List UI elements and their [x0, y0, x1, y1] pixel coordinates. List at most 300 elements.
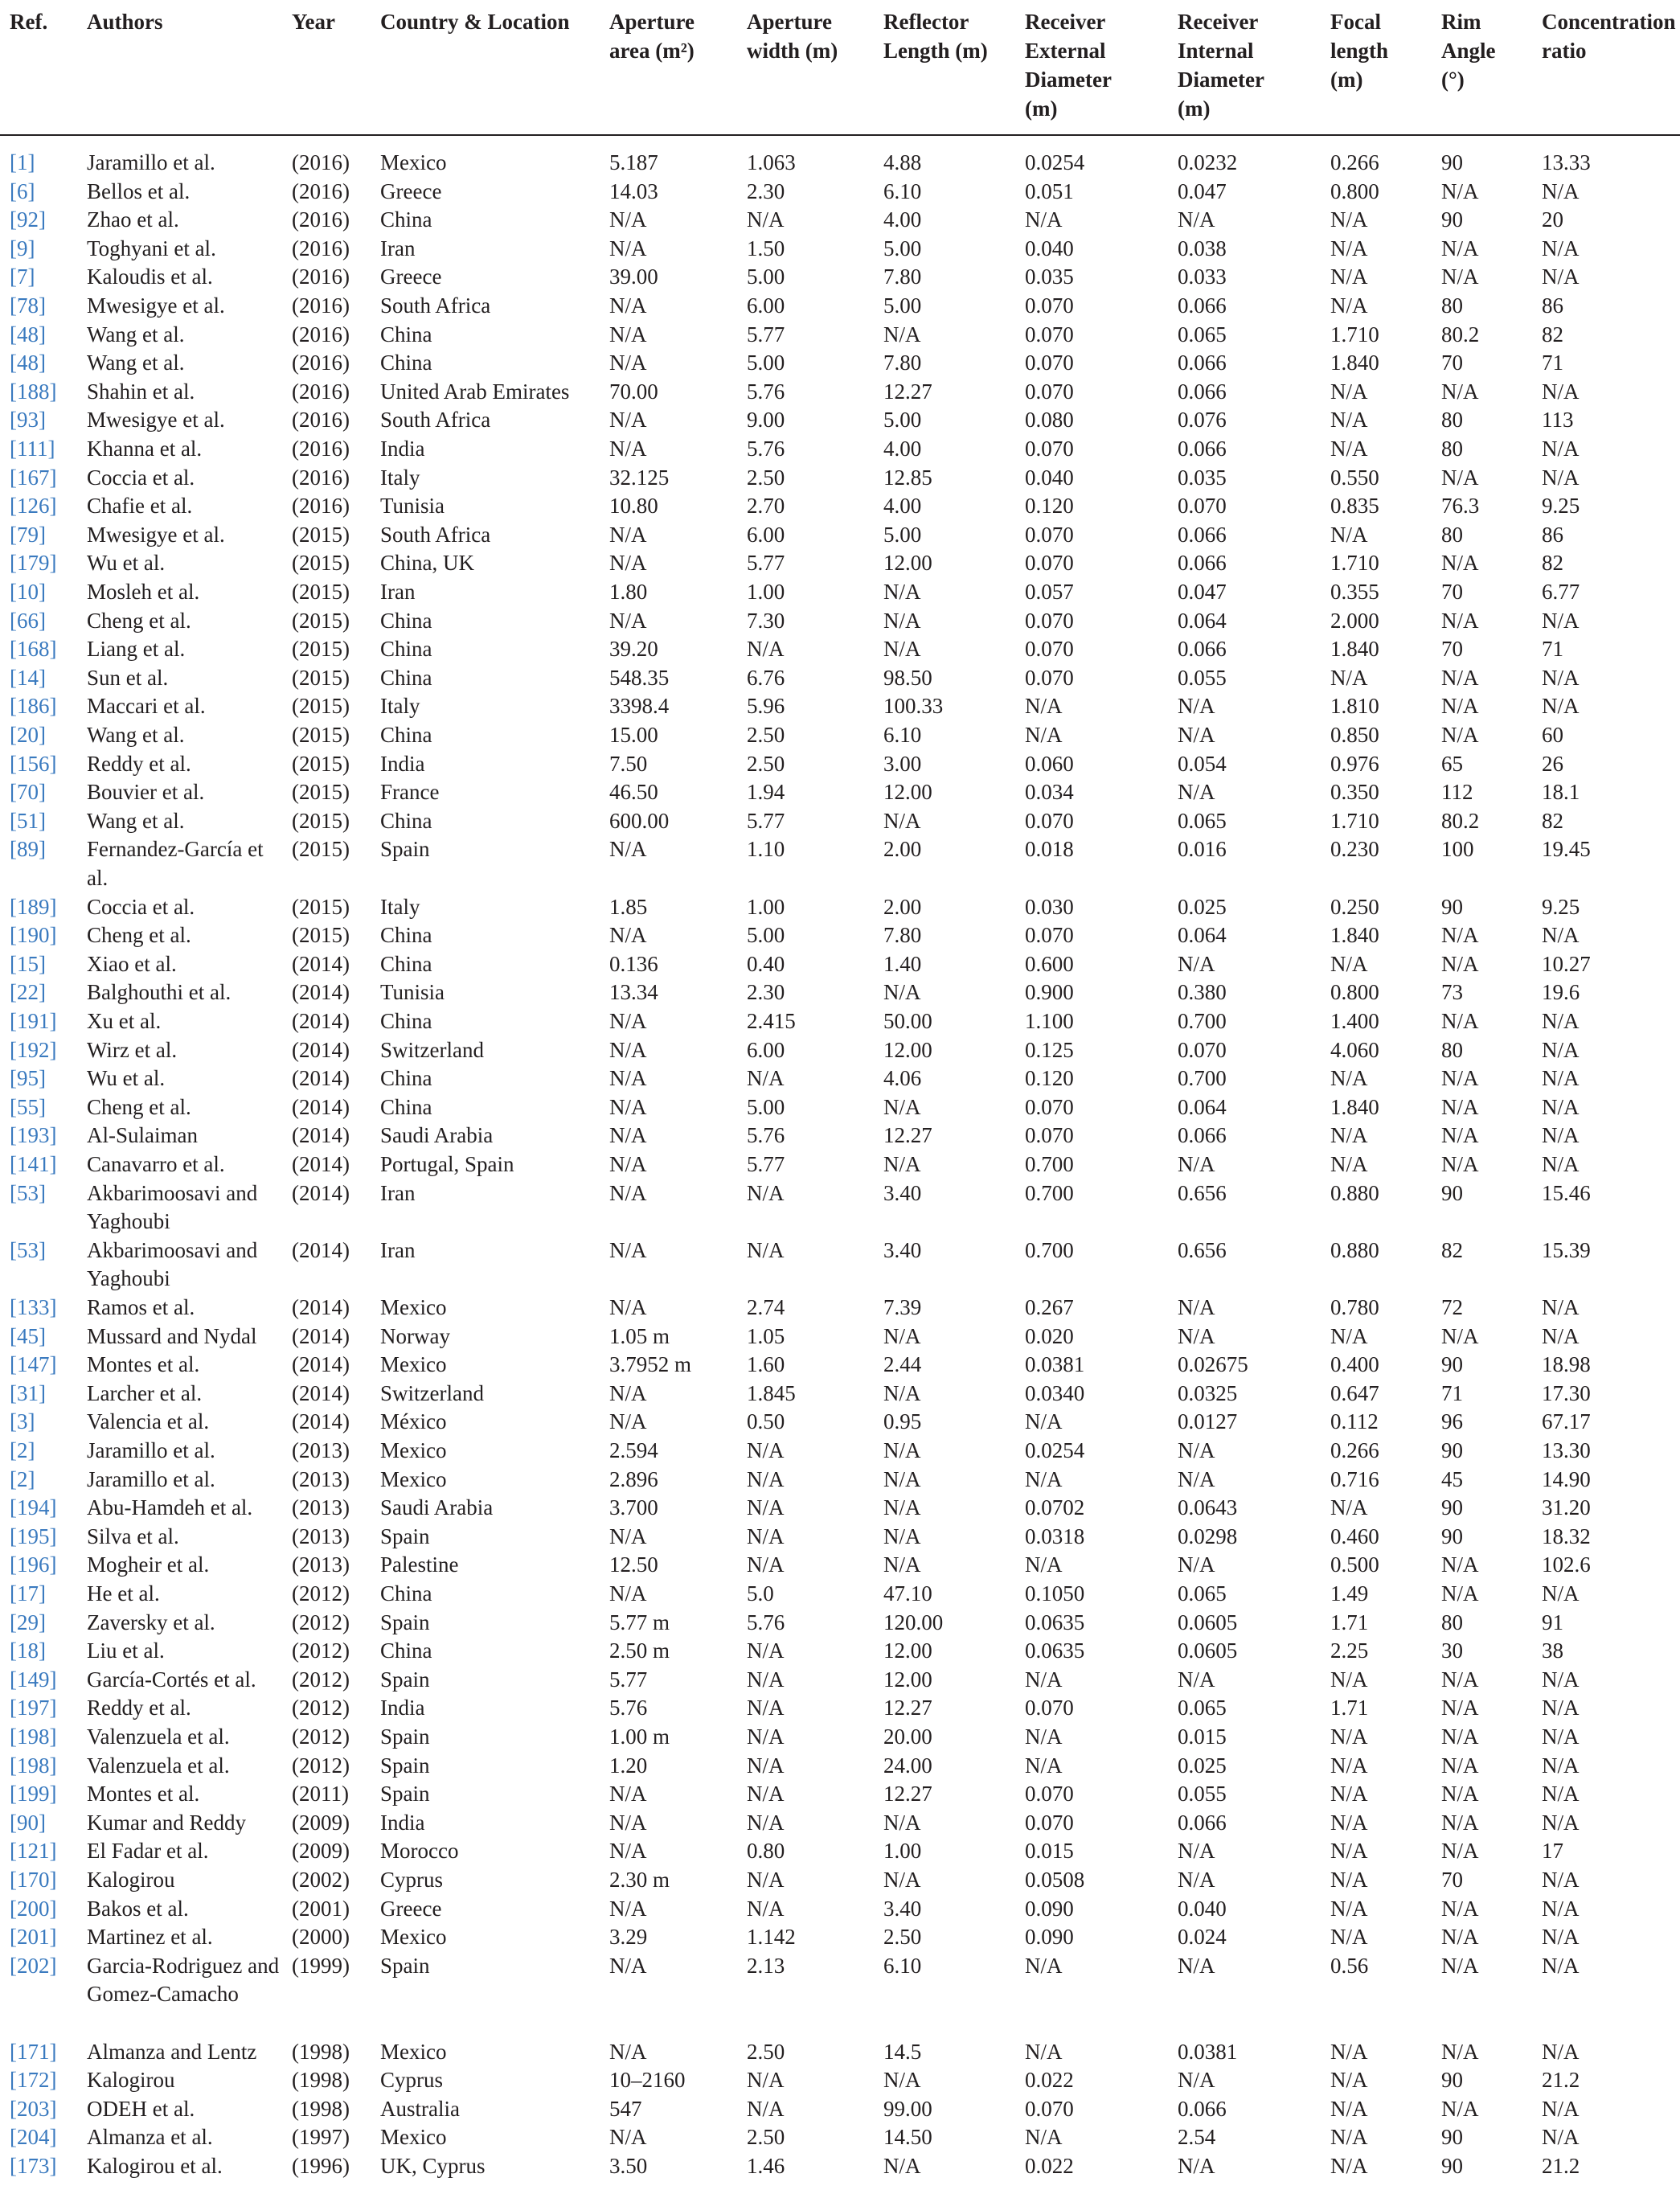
- cell-reflector-length: N/A: [883, 1380, 921, 1405]
- cell-reflector-length: N/A: [883, 1524, 921, 1548]
- cell-year: (1996): [292, 2154, 350, 2178]
- reference-link[interactable]: [197]: [10, 1696, 57, 1720]
- reference-link[interactable]: [196]: [10, 1552, 57, 1577]
- cell-receiver-external-diameter: 0.070: [1025, 1123, 1074, 1148]
- cell-concentration-ratio: N/A: [1542, 236, 1580, 260]
- cell-rim-angle: 82: [1441, 1237, 1463, 1262]
- cell-reflector-length: 3.40: [883, 1237, 922, 1262]
- cell-country: China: [380, 608, 432, 633]
- reference-link[interactable]: [195]: [10, 1524, 57, 1548]
- reference-link[interactable]: [20]: [10, 723, 46, 747]
- cell-receiver-internal-diameter: 0.065: [1178, 1696, 1227, 1720]
- cell-reflector-length: 6.10: [883, 178, 922, 203]
- cell-rim-angle: N/A: [1441, 665, 1479, 690]
- reference-link[interactable]: [149]: [10, 1667, 57, 1692]
- reference-link[interactable]: [179]: [10, 551, 57, 576]
- cell-aperture-width: 1.10: [747, 837, 785, 862]
- cell-authors: Jaramillo et al.: [87, 150, 215, 174]
- reference-link[interactable]: [92]: [10, 207, 46, 232]
- cell-country: China: [380, 808, 432, 833]
- cell-aperture-area: 2.30 m: [609, 1868, 670, 1892]
- header-rule: [0, 134, 1680, 136]
- cell-receiver-internal-diameter: 0.065: [1178, 1581, 1227, 1606]
- cell-receiver-internal-diameter: 0.066: [1178, 637, 1227, 662]
- cell-aperture-area: 1.85: [609, 894, 648, 919]
- cell-year: (2014): [292, 1123, 350, 1148]
- cell-receiver-external-diameter: 0.022: [1025, 2154, 1074, 2178]
- reference-link[interactable]: [189]: [10, 894, 57, 919]
- reference-link[interactable]: [121]: [10, 1839, 57, 1864]
- cell-receiver-internal-diameter: N/A: [1178, 207, 1215, 232]
- table-row: [0, 2066, 1680, 2095]
- cell-rim-angle: N/A: [1441, 265, 1479, 289]
- reference-link[interactable]: [111]: [10, 437, 55, 461]
- cell-country: Palestine: [380, 1552, 459, 1577]
- cell-country: Spain: [380, 837, 430, 862]
- cell-rim-angle: N/A: [1441, 465, 1479, 490]
- cell-year: (2016): [292, 437, 350, 461]
- cell-focal-length: 4.060: [1330, 1037, 1379, 1062]
- cell-concentration-ratio: N/A: [1542, 178, 1580, 203]
- cell-aperture-area: 3.50: [609, 2154, 648, 2178]
- cell-country: United Arab Emirates: [380, 379, 570, 404]
- cell-aperture-width: 0.50: [747, 1409, 785, 1434]
- cell-reflector-length: 3.40: [883, 1896, 922, 1921]
- cell-country: India: [380, 1696, 425, 1720]
- cell-country: Saudi Arabia: [380, 1123, 494, 1148]
- cell-year: (2016): [292, 207, 350, 232]
- cell-focal-length: N/A: [1330, 1066, 1368, 1091]
- cell-aperture-width: 9.00: [747, 408, 785, 433]
- cell-receiver-external-diameter: 0.0254: [1025, 150, 1085, 174]
- cell-receiver-internal-diameter: 0.040: [1178, 1896, 1227, 1921]
- cell-aperture-area: N/A: [609, 1180, 647, 1205]
- cell-authors: Wirz et al.: [87, 1037, 178, 1062]
- reference-link[interactable]: [7]: [10, 265, 35, 289]
- cell-country: China: [380, 723, 432, 747]
- cell-receiver-external-diameter: 0.070: [1025, 551, 1074, 576]
- cell-country: Spain: [380, 1610, 430, 1634]
- cell-reflector-length: N/A: [883, 1810, 921, 1835]
- cell-country: Mexico: [380, 1438, 447, 1462]
- reference-link[interactable]: [89]: [10, 837, 46, 862]
- cell-focal-length: N/A: [1330, 1782, 1368, 1807]
- cell-receiver-external-diameter: N/A: [1025, 207, 1063, 232]
- cell-focal-length: 0.112: [1330, 1409, 1379, 1434]
- cell-country: Italy: [380, 894, 420, 919]
- cell-receiver-internal-diameter: 0.070: [1178, 494, 1227, 519]
- reference-link[interactable]: [173]: [10, 2154, 57, 2178]
- cell-reflector-length: 2.00: [883, 894, 922, 919]
- cell-focal-length: N/A: [1330, 1753, 1368, 1778]
- table-row: [0, 1093, 1680, 1122]
- reference-link[interactable]: [156]: [10, 751, 57, 776]
- cell-aperture-area: 600.00: [609, 808, 670, 833]
- reference-link[interactable]: [2]: [10, 1438, 35, 1462]
- cell-reflector-length: 5.00: [883, 522, 922, 547]
- cell-concentration-ratio: 38: [1542, 1638, 1563, 1663]
- reference-link[interactable]: [9]: [10, 236, 35, 260]
- cell-country: China: [380, 637, 432, 662]
- cell-focal-length: N/A: [1330, 265, 1368, 289]
- cell-authors: Coccia et al.: [87, 894, 195, 919]
- cell-concentration-ratio: 86: [1542, 293, 1563, 318]
- cell-focal-length: 0.550: [1330, 465, 1379, 490]
- reference-link[interactable]: [29]: [10, 1610, 46, 1634]
- cell-receiver-external-diameter: 0.090: [1025, 1925, 1074, 1950]
- cell-focal-length: 0.266: [1330, 150, 1379, 174]
- cell-concentration-ratio: N/A: [1542, 437, 1580, 461]
- cell-reflector-length: 12.00: [883, 1037, 932, 1062]
- cell-reflector-length: 4.00: [883, 207, 922, 232]
- reference-link[interactable]: [1]: [10, 150, 35, 174]
- cell-country: Mexico: [380, 2039, 447, 2064]
- reference-link[interactable]: [172]: [10, 2068, 57, 2093]
- cell-focal-length: 1.400: [1330, 1009, 1379, 1033]
- cell-authors: Bellos et al.: [87, 178, 191, 203]
- table-header: [0, 0, 1680, 137]
- cell-authors: Wang et al.: [87, 351, 185, 375]
- cell-rim-angle: N/A: [1441, 2039, 1479, 2064]
- reference-link[interactable]: [168]: [10, 637, 57, 662]
- cell-rim-angle: 96: [1441, 1409, 1463, 1434]
- cell-receiver-external-diameter: 0.034: [1025, 780, 1074, 805]
- cell-reflector-length: 7.39: [883, 1295, 922, 1319]
- cell-aperture-width: N/A: [747, 1237, 785, 1262]
- reference-link[interactable]: [198]: [10, 1753, 57, 1778]
- cell-focal-length: 1.710: [1330, 551, 1379, 576]
- reference-link[interactable]: [198]: [10, 1725, 57, 1749]
- cell-authors: Wu et al.: [87, 1066, 166, 1091]
- table-row: [0, 1437, 1680, 1466]
- reference-link[interactable]: [31]: [10, 1380, 46, 1405]
- reference-link[interactable]: [190]: [10, 923, 57, 948]
- reference-link[interactable]: [199]: [10, 1782, 57, 1807]
- cell-aperture-width: 5.77: [747, 551, 785, 576]
- cell-receiver-internal-diameter: N/A: [1178, 1839, 1215, 1864]
- table-row: [0, 1523, 1680, 1552]
- reference-link[interactable]: [17]: [10, 1581, 46, 1606]
- cell-aperture-area: N/A: [609, 1953, 647, 1978]
- cell-aperture-area: N/A: [609, 1409, 647, 1434]
- reference-link[interactable]: [192]: [10, 1037, 57, 1062]
- cell-authors: Kalogirou: [87, 2068, 175, 2093]
- reference-link[interactable]: [6]: [10, 178, 35, 203]
- cell-year: (1998): [292, 2096, 350, 2121]
- cell-concentration-ratio: 67.17: [1542, 1409, 1591, 1434]
- cell-concentration-ratio: N/A: [1542, 1753, 1580, 1778]
- cell-focal-length: N/A: [1330, 2096, 1368, 2121]
- cell-aperture-area: N/A: [609, 2125, 647, 2150]
- table-row: [0, 635, 1680, 664]
- cell-receiver-internal-diameter: 0.047: [1178, 178, 1227, 203]
- reference-link[interactable]: [22]: [10, 980, 46, 1005]
- cell-country: Spain: [380, 1667, 430, 1692]
- table-row: [0, 1294, 1680, 1323]
- cell-reflector-length: 0.95: [883, 1409, 922, 1434]
- reference-link[interactable]: [141]: [10, 1152, 57, 1176]
- cell-authors: Reddy et al.: [87, 1696, 191, 1720]
- cell-rim-angle: 90: [1441, 1352, 1463, 1377]
- cell-authors: El Fadar et al.: [87, 1839, 209, 1864]
- reference-link[interactable]: [133]: [10, 1295, 57, 1319]
- cell-year: (2016): [292, 236, 350, 260]
- cell-reflector-length: 7.80: [883, 265, 922, 289]
- cell-year: (2016): [292, 150, 350, 174]
- cell-concentration-ratio: 21.2: [1542, 2068, 1580, 2093]
- table-row: [0, 1923, 1680, 1952]
- cell-rim-angle: 80: [1441, 1037, 1463, 1062]
- table-row: [0, 978, 1680, 1007]
- cell-aperture-area: N/A: [609, 437, 647, 461]
- cell-receiver-internal-diameter: N/A: [1178, 1667, 1215, 1692]
- cell-focal-length: 1.49: [1330, 1581, 1369, 1606]
- cell-concentration-ratio: 10.27: [1542, 951, 1591, 976]
- cell-reflector-length: N/A: [883, 1552, 921, 1577]
- cell-aperture-area: N/A: [609, 837, 647, 862]
- cell-country: China: [380, 1638, 432, 1663]
- cell-authors: Xiao et al.: [87, 951, 177, 976]
- cell-rim-angle: N/A: [1441, 694, 1479, 719]
- cell-receiver-internal-diameter: 0.066: [1178, 1123, 1227, 1148]
- reference-link[interactable]: [194]: [10, 1495, 57, 1520]
- reference-link[interactable]: [3]: [10, 1409, 35, 1434]
- cell-aperture-area: 15.00: [609, 723, 658, 747]
- cell-concentration-ratio: N/A: [1542, 1094, 1580, 1119]
- cell-aperture-width: N/A: [747, 1066, 785, 1091]
- reference-link[interactable]: [93]: [10, 408, 46, 433]
- cell-year: (1999): [292, 1953, 350, 1978]
- cell-focal-length: 2.25: [1330, 1638, 1369, 1663]
- reference-link[interactable]: [2]: [10, 1466, 35, 1491]
- cell-focal-length: N/A: [1330, 951, 1368, 976]
- cell-authors: Wang et al.: [87, 322, 185, 347]
- table-row: [0, 893, 1680, 922]
- cell-year: (2016): [292, 265, 350, 289]
- cell-receiver-external-diameter: N/A: [1025, 1953, 1063, 1978]
- reference-link[interactable]: [191]: [10, 1009, 57, 1033]
- cell-receiver-external-diameter: 0.070: [1025, 1094, 1074, 1119]
- table-row: [0, 1179, 1680, 1236]
- reference-link[interactable]: [18]: [10, 1638, 46, 1663]
- cell-rim-angle: 45: [1441, 1466, 1463, 1491]
- reference-link[interactable]: [147]: [10, 1352, 57, 1377]
- reference-link[interactable]: [48]: [10, 351, 46, 375]
- reference-link[interactable]: [14]: [10, 665, 46, 690]
- table-row: [0, 1666, 1680, 1695]
- cell-rim-angle: 72: [1441, 1295, 1463, 1319]
- cell-aperture-width: 5.77: [747, 1152, 785, 1176]
- cell-country: Switzerland: [380, 1037, 484, 1062]
- cell-reflector-length: 12.00: [883, 551, 932, 576]
- cell-concentration-ratio: 6.77: [1542, 580, 1580, 604]
- cell-reflector-length: 1.00: [883, 1839, 922, 1864]
- cell-aperture-width: 2.30: [747, 178, 785, 203]
- cell-authors: Liang et al.: [87, 637, 186, 662]
- cell-receiver-internal-diameter: 0.0127: [1178, 1409, 1238, 1434]
- header-receiver-external-diameter: Receiver External Diameter (m): [1025, 10, 1112, 121]
- cell-rim-angle: N/A: [1441, 1009, 1479, 1033]
- table-row: [0, 1236, 1680, 1294]
- table-row: [0, 1408, 1680, 1437]
- cell-receiver-internal-diameter: 0.066: [1178, 522, 1227, 547]
- cell-year: (2014): [292, 1180, 350, 1205]
- reference-link[interactable]: [90]: [10, 1810, 46, 1835]
- reference-link[interactable]: [193]: [10, 1123, 57, 1148]
- cell-authors: Mogheir et al.: [87, 1552, 210, 1577]
- reference-link[interactable]: [45]: [10, 1323, 46, 1348]
- cell-authors: Valenzuela et al.: [87, 1725, 230, 1749]
- cell-aperture-width: N/A: [747, 1552, 785, 1577]
- cell-aperture-area: 5.77 m: [609, 1610, 670, 1634]
- cell-focal-length: 0.266: [1330, 1438, 1379, 1462]
- cell-receiver-external-diameter: 0.700: [1025, 1237, 1074, 1262]
- header-aperture-width: Aperture width (m): [747, 10, 838, 63]
- table-row: [0, 664, 1680, 693]
- cell-country: Iran: [380, 1180, 416, 1205]
- cell-reflector-length: N/A: [883, 637, 921, 662]
- header-authors: Authors: [87, 10, 163, 34]
- reference-link[interactable]: [48]: [10, 322, 46, 347]
- cell-country: China: [380, 322, 432, 347]
- cell-receiver-internal-diameter: N/A: [1178, 2068, 1215, 2093]
- table-row: [0, 692, 1680, 721]
- reference-link[interactable]: [202]: [10, 1953, 57, 1978]
- cell-reflector-length: 5.00: [883, 408, 922, 433]
- table-row: [0, 721, 1680, 750]
- cell-country: Spain: [380, 1953, 430, 1978]
- cell-country: Cyprus: [380, 2068, 444, 2093]
- cell-reflector-length: 12.27: [883, 1782, 932, 1807]
- cell-concentration-ratio: N/A: [1542, 1667, 1580, 1692]
- header-ref: Ref.: [10, 10, 48, 34]
- cell-focal-length: 0.780: [1330, 1295, 1379, 1319]
- reference-link[interactable]: [171]: [10, 2039, 57, 2064]
- cell-rim-angle: N/A: [1441, 1725, 1479, 1749]
- header-country: Country & Location: [380, 10, 570, 34]
- reference-link[interactable]: [15]: [10, 951, 46, 976]
- cell-receiver-internal-diameter: 0.076: [1178, 408, 1227, 433]
- cell-reflector-length: 4.00: [883, 494, 922, 519]
- cell-authors: Abu-Hamdeh et al.: [87, 1495, 253, 1520]
- cell-authors: Mosleh et al.: [87, 580, 200, 604]
- table-row: [0, 921, 1680, 950]
- cell-concentration-ratio: 82: [1542, 322, 1563, 347]
- cell-receiver-internal-diameter: 0.033: [1178, 265, 1227, 289]
- cell-focal-length: N/A: [1330, 1725, 1368, 1749]
- reference-link[interactable]: [204]: [10, 2125, 57, 2150]
- cell-aperture-width: 1.46: [747, 2154, 785, 2178]
- table-row: [0, 1952, 1680, 2038]
- cell-focal-length: 0.800: [1330, 178, 1379, 203]
- cell-country: Iran: [380, 236, 416, 260]
- cell-receiver-internal-diameter: 0.066: [1178, 551, 1227, 576]
- cell-aperture-area: N/A: [609, 1810, 647, 1835]
- cell-receiver-internal-diameter: N/A: [1178, 780, 1215, 805]
- cell-authors: Fernandez-García et al.: [87, 837, 264, 890]
- cell-focal-length: N/A: [1330, 408, 1368, 433]
- cell-aperture-area: 1.80: [609, 580, 648, 604]
- cell-year: (2012): [292, 1753, 350, 1778]
- reference-link[interactable]: [170]: [10, 1868, 57, 1892]
- reference-link[interactable]: [53]: [10, 1180, 46, 1205]
- cell-focal-length: N/A: [1330, 1495, 1368, 1520]
- reference-link[interactable]: [126]: [10, 494, 57, 519]
- cell-year: (2013): [292, 1552, 350, 1577]
- cell-concentration-ratio: N/A: [1542, 1037, 1580, 1062]
- table-row: [0, 1723, 1680, 1752]
- cell-receiver-internal-diameter: 0.065: [1178, 808, 1227, 833]
- cell-authors: Mussard and Nydal: [87, 1323, 257, 1348]
- reference-link[interactable]: [186]: [10, 694, 57, 719]
- cell-year: (2015): [292, 608, 350, 633]
- cell-aperture-area: N/A: [609, 351, 647, 375]
- cell-aperture-area: 3398.4: [609, 694, 670, 719]
- cell-rim-angle: 80: [1441, 1610, 1463, 1634]
- cell-authors: Ramos et al.: [87, 1295, 195, 1319]
- cell-reflector-length: 98.50: [883, 665, 932, 690]
- cell-concentration-ratio: N/A: [1542, 379, 1580, 404]
- cell-rim-angle: 70: [1441, 1868, 1463, 1892]
- cell-reflector-length: N/A: [883, 580, 921, 604]
- cell-concentration-ratio: N/A: [1542, 1925, 1580, 1950]
- reference-link[interactable]: [53]: [10, 1237, 46, 1262]
- cell-year: (2012): [292, 1725, 350, 1749]
- reference-link[interactable]: [201]: [10, 1925, 57, 1950]
- cell-receiver-internal-diameter: 0.047: [1178, 580, 1227, 604]
- cell-focal-length: 1.71: [1330, 1610, 1369, 1634]
- reference-link[interactable]: [66]: [10, 608, 46, 633]
- cell-focal-length: N/A: [1330, 207, 1368, 232]
- cell-aperture-area: 0.136: [609, 951, 658, 976]
- cell-aperture-width: N/A: [747, 1466, 785, 1491]
- reference-link[interactable]: [10]: [10, 580, 46, 604]
- cell-concentration-ratio: 82: [1542, 808, 1563, 833]
- cell-aperture-area: 3.700: [609, 1495, 658, 1520]
- reference-link[interactable]: [188]: [10, 379, 57, 404]
- cell-concentration-ratio: N/A: [1542, 923, 1580, 948]
- cell-country: France: [380, 780, 440, 805]
- cell-receiver-internal-diameter: 0.070: [1178, 1037, 1227, 1062]
- reference-link[interactable]: [51]: [10, 808, 46, 833]
- cell-receiver-external-diameter: 0.120: [1025, 1066, 1074, 1091]
- reference-link[interactable]: [55]: [10, 1094, 46, 1119]
- reference-link[interactable]: [79]: [10, 522, 46, 547]
- cell-aperture-area: 5.187: [609, 150, 658, 174]
- cell-receiver-internal-diameter: 0.700: [1178, 1066, 1227, 1091]
- reference-link[interactable]: [200]: [10, 1896, 57, 1921]
- cell-reflector-length: 6.10: [883, 723, 922, 747]
- header-concentration-ratio: Concentration ratio: [1542, 10, 1676, 63]
- reference-link[interactable]: [203]: [10, 2096, 57, 2121]
- cell-rim-angle: N/A: [1441, 1123, 1479, 1148]
- cell-reflector-length: 12.00: [883, 780, 932, 805]
- cell-focal-length: 1.840: [1330, 923, 1379, 948]
- cell-reflector-length: 14.50: [883, 2125, 932, 2150]
- reference-link[interactable]: [167]: [10, 465, 57, 490]
- reference-link[interactable]: [78]: [10, 293, 46, 318]
- cell-receiver-internal-diameter: 0.02675: [1178, 1352, 1248, 1377]
- cell-year: (2015): [292, 837, 350, 862]
- cell-receiver-external-diameter: 0.070: [1025, 379, 1074, 404]
- cell-country: Spain: [380, 1524, 430, 1548]
- reference-link[interactable]: [95]: [10, 1066, 46, 1091]
- cell-rim-angle: 90: [1441, 894, 1463, 919]
- cell-receiver-external-diameter: 0.700: [1025, 1180, 1074, 1205]
- cell-reflector-length: 2.50: [883, 1925, 922, 1950]
- reference-link[interactable]: [70]: [10, 780, 46, 805]
- cell-authors: ODEH et al.: [87, 2096, 195, 2121]
